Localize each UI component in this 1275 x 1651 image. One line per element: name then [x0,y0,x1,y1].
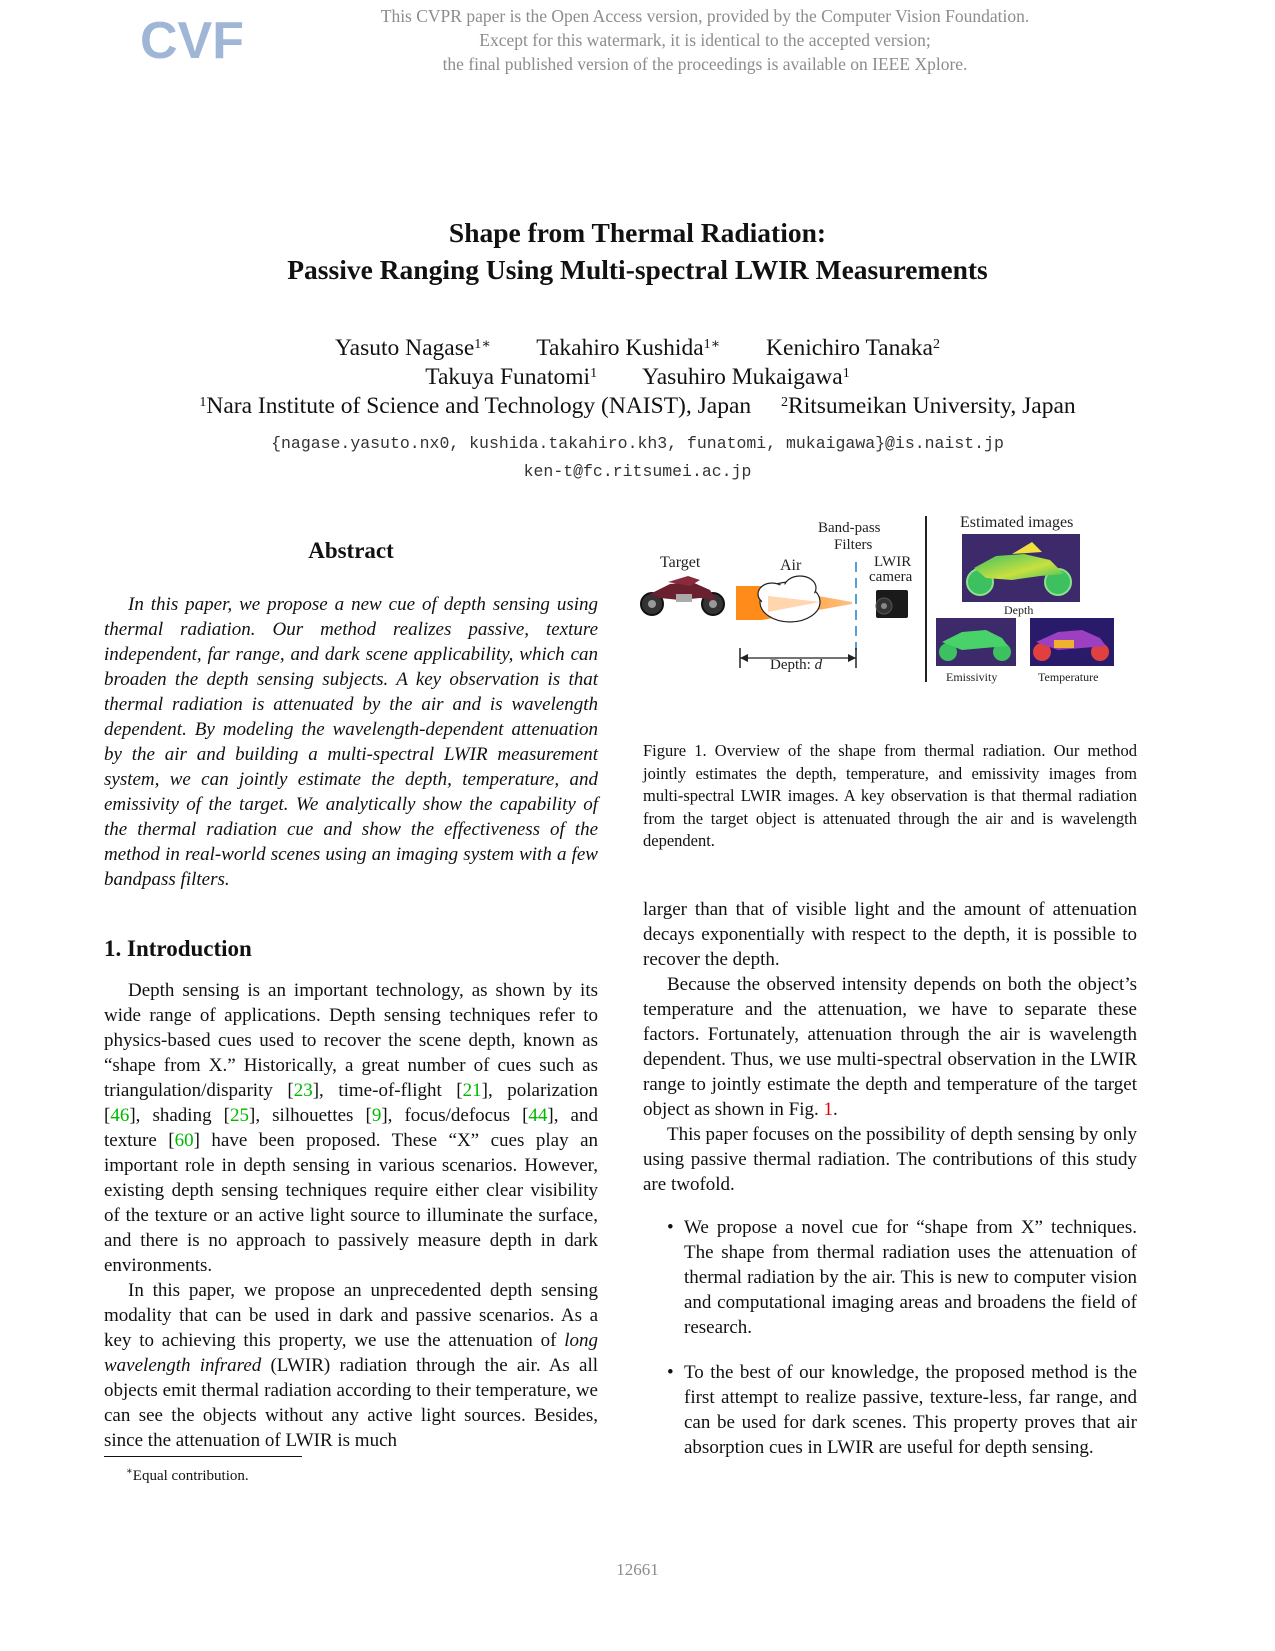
citation-link[interactable]: 9 [371,1105,382,1126]
emissivity-map-image [936,618,1016,666]
figure-label-lwir: LWIR [874,554,912,570]
affiliation-row [0,392,1275,421]
cvf-logo-text: CVF [140,12,244,70]
figure-1-caption: Figure 1. Overview of the shape from thermal radiation. Our method jointly estimates the depth, temperature, and emissivity images from multi-spectral LWIR images. A key observation is that thermal radiation from the target object is attenuated through the air and is wavelength dependent. [643,741,1137,850]
depth-map-image [962,534,1080,602]
watermark-line: Except for this watermark, it is identical to the accepted version; [479,30,931,50]
cvf-logo [138,8,244,70]
abstract-heading: Abstract [308,538,394,563]
author-sup: 2 [932,337,940,352]
watermark-line: the final published version of the proceedings is available on IEEE Xplore. [442,54,968,74]
intro-paragraph-2: In this paper, we propose an unprecedented depth sensing modality that can be used in dark and passive scenarios. As a key to achieving this property, we use the attenuation of long wavelength infrared (LWIR) radiation through the air. As all objects emit thermal radiation according to their temperature, we can see the objects without any active light sources. Besides, since the attenuation of LWIR is much [104,1280,598,1451]
author-sup: 1 [590,366,598,381]
affiliation-sup: 1 [199,395,207,410]
figure-label-bandpass-1: Band-pass [818,520,881,536]
temperature-map-image [1030,618,1114,666]
list-item [643,1215,1137,1340]
citation-link[interactable]: 46 [110,1105,130,1126]
title-line-2: Passive Ranging Using Multi-spectral LWIR Measurements [287,254,988,285]
affiliation-name: Nara Institute of Science and Technology (NAIST), Japan [206,393,752,419]
watermark-line: This CVPR paper is the Open Access version, provided by the Computer Vision Foundation. [380,6,1030,26]
contributions-list [643,1215,1137,1460]
figure-label-estimated: Estimated images [960,514,1074,531]
citation-link[interactable]: 60 [174,1130,194,1151]
section-heading-introduction: 1. Introduction [104,936,252,961]
author-name: Yasuhiro Mukaigawa [642,364,843,390]
introduction-continued [643,897,1137,1480]
figure-label-bandpass-2: Filters [834,537,873,553]
author-name: Takuya Funatomi [425,364,591,390]
list-item-text: To the best of our knowledge, the proposed method is the first attempt to realize passive, texture-less, far range, and can be used for dark scenes. This property proves that air absorption cues in LWIR are useful for depth sensing. [684,1362,1137,1458]
right-paragraph-1: larger than that of visible light and the amount of attenuation decays exponentially with respect to the depth, it is possible to recover the depth. [643,899,1137,970]
author-sup: 1∗ [474,337,491,352]
figure-label-camera: camera [869,569,913,585]
email-line: {nagase.yasuto.nx0, kushida.takahiro.kh3, funatomi, mukaigawa}@is.naist.jp [271,434,1004,453]
email-block [0,430,1275,486]
title-line-1: Shape from Thermal Radiation: [448,217,827,248]
email-line: ken-t@fc.ritsumei.ac.jp [523,462,752,481]
paper-title [0,214,1275,288]
introduction-body [104,978,598,1453]
abstract-paragraph: In this paper, we propose a new cue of depth sensing using thermal radiation. Our method realizes passive, texture independent, far range, and dark scene applicability, which can broaden the depth sensing subjects. A key observation is that thermal radiation is attenuated by the air and is wavelength dependent. By modeling the wavelength-dependent attenuation by the air and building a multi-spectral LWIR measurement system, we can jointly estimate the depth, temperature, and emissivity of the target. We analytically show the capability of the thermal radiation cue and show the effectiveness of the method in real-world scenes using an imaging system with a few bandpass filters. [104,594,598,890]
lwir-camera-icon [876,590,908,618]
list-item-text: We propose a novel cue for “shape from X” techniques. The shape from thermal radiation uses the attenuation of thermal radiation by the air. This is new to computer vision and computational imaging areas and broadens the field of research. [684,1217,1137,1338]
footnote-mark: ∗ [126,1466,133,1477]
figure-label-depth: Depth: d [770,657,823,673]
footnote [126,1466,249,1485]
figure-1-overview [640,514,1138,726]
motorcycle-target-icon [641,576,724,615]
intro-paragraph-1: Depth sensing is an important technology, as shown by its wide range of applications. Depth sensing techniques refer to physics-based cues used to recover the scene depth, known as “shape from X.” Historically, a great number of cues such as triangulation/disparity [23], time-of-flight [21], polarization [46], shading [25], silhouettes [9], focus/defocus [44], and texture [60] have been proposed. These “X” cues play an important role in depth sensing in various scenarios. However, existing depth sensing techniques require either clear visibility of the texture or an active light source to illuminate the surface, and there is no approach to passively measure depth in dark environments. [104,980,599,1276]
figure-label-air: Air [780,557,802,574]
right-paragraph-3: This paper focuses on the possibility of depth sensing by only using passive thermal radiation. The contributions of this study are twofold. [643,1124,1137,1195]
author-name: Takahiro Kushida [536,335,704,361]
figure-ref-link[interactable]: 1 [823,1099,833,1120]
author-name: Yasuto Nagase [335,335,475,361]
citation-link[interactable]: 21 [462,1080,482,1101]
watermark-notice [250,4,1160,76]
citation-link[interactable]: 23 [293,1080,313,1101]
author-name: Kenichiro Tanaka [766,335,933,361]
citation-link[interactable]: 25 [230,1105,249,1126]
citation-link[interactable]: 44 [528,1105,548,1126]
affiliation-sup: 2 [781,395,789,410]
author-sup: 1 [842,366,850,381]
author-row-2 [0,363,1275,392]
bullet-icon: • [667,1362,674,1383]
page-number: 12661 [616,1560,659,1579]
bullet-icon: • [667,1217,674,1238]
air-cloud-icon [758,576,820,622]
figure-label-temperature: Temperature [1038,670,1099,684]
abstract-body [104,592,598,892]
footnote-text: Equal contribution. [132,1468,249,1484]
affiliation-name: Ritsumeikan University, Japan [788,393,1076,419]
figure-label-target: Target [660,554,701,571]
figure-label-emissivity: Emissivity [946,670,998,684]
author-block [0,334,1275,421]
author-row-1 [0,334,1275,363]
footnote-divider [104,1456,302,1457]
figure-label-depth-image: Depth [1004,603,1034,617]
list-item [643,1360,1137,1460]
right-paragraph-2: Because the observed intensity depends on both the object’s temperature and the attenuation, we have to separate these factors. Fortunately, attenuation through the air is wavelength dependent. Thus, we use multi-spectral observation in the LWIR range to jointly estimate the depth and temperature of the target object as shown in Fig. 1. [643,974,1137,1120]
author-sup: 1∗ [703,337,721,352]
